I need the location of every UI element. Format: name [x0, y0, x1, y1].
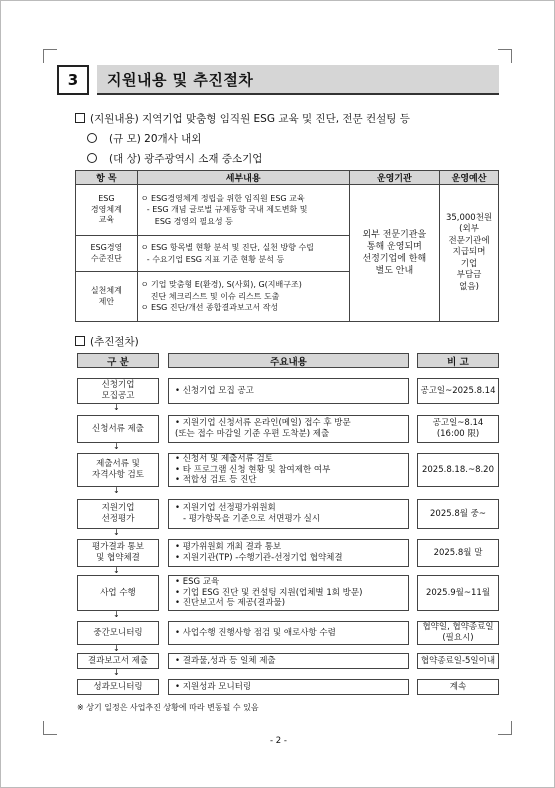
- procedure-step-name: 평가결과 통보 및 협약체결: [77, 539, 159, 567]
- procedure-step-note: 공고일~8.14 (16:00 限): [417, 415, 499, 443]
- table-cell-budget: 35,000천원 (외부 전문기관에 지급되며 기업 부담금 없음): [440, 185, 499, 322]
- procedure-step-note: 공고일~2025.8.14: [417, 378, 499, 404]
- support-table: [75, 170, 499, 322]
- down-arrow-icon: ↓: [113, 442, 120, 451]
- table-cell-details: ㅇ ESG 항목별 현황 분석 및 진단, 실천 방향 수립 - 수요기업 ESG 지표 기준 현황 분석 등: [137, 236, 349, 272]
- procedure-step-name: 성과모니터링: [77, 679, 159, 695]
- procedure-step-name: 지원기업 선정평가: [77, 499, 159, 529]
- procedure-step-name: 제출서류 및 자격사항 검토: [77, 453, 159, 487]
- footnote: ※ 상기 일정은 사업추진 상황에 따라 변동될 수 있음: [77, 703, 259, 712]
- target-line: (대 상) 광주광역시 소재 중소기업: [87, 151, 262, 166]
- table-header: 운영예산: [440, 171, 499, 185]
- procedure-step-note: 협약종료일-5일이내: [417, 653, 499, 669]
- circle-bullet-icon: [87, 153, 97, 163]
- procedure-step-content: • 사업수행 진행사항 점검 및 애로사항 수렴: [168, 621, 409, 645]
- support-heading: (지원내용) 지역기업 맞춤형 임직원 ESG 교육 및 진단, 전문 컨설팅 등: [75, 111, 410, 126]
- procedure-step-name: 중간모니터링: [77, 621, 159, 645]
- section-number: 3: [57, 65, 89, 95]
- procedure-step-content: • 신청서 및 제출서류 검토 • 타 프로그램 신청 현황 및 참여제한 여부 • 적합성 검토 등 진단: [168, 453, 409, 487]
- table-cell-category: ESG경영 수준진단: [76, 236, 138, 272]
- procedure-step-content: • 결과물,성과 등 일체 제출: [168, 653, 409, 669]
- procedure-step-note: 2025.8.18.~8.20: [417, 453, 499, 487]
- procedure-col-header: 구 분: [77, 353, 159, 368]
- table-cell-org: 외부 전문기관을 통해 운영되며 선정기업에 한해 별도 안내: [349, 185, 440, 322]
- down-arrow-icon: ↓: [113, 403, 120, 412]
- procedure-step-note: 2025.8월 말: [417, 539, 499, 567]
- crop-mark-bottom-left: [43, 721, 57, 735]
- procedure-step-note: 2025.9월~11월: [417, 575, 499, 611]
- scale-line: (규 모) 20개사 내외: [87, 131, 201, 146]
- procedure-step-name: 신청기업 모집공고: [77, 378, 159, 404]
- procedure-step-content: • 평가위원회 개최 결과 통보 • 지원기관(TP) -수행기관-선정기업 협약체결: [168, 539, 409, 567]
- circle-bullet-icon: [87, 133, 97, 143]
- down-arrow-icon: ↓: [113, 486, 120, 495]
- table-cell-category: ESG 경영체계 교육: [76, 185, 138, 236]
- section-title: 지원내용 및 추진절차: [97, 65, 499, 95]
- procedure-step-content: • 지원성과 모니터링: [168, 679, 409, 695]
- procedure-col-header: 주요내용: [168, 353, 409, 368]
- down-arrow-icon: ↓: [113, 610, 120, 619]
- down-arrow-icon: ↓: [113, 644, 120, 653]
- procedure-col-header: 비 고: [417, 353, 499, 368]
- table-header: 운영기관: [349, 171, 440, 185]
- square-bullet-icon: [75, 113, 85, 123]
- procedure-step-name: 신청서류 제출: [77, 415, 159, 443]
- procedure-step-content: • 지원기업 신청서류 온라인(메일) 접수 후 방문 (또는 접수 마감일 기준 우편 도착분) 제출: [168, 415, 409, 443]
- section-header: [57, 65, 499, 95]
- procedure-step-content: • 지원기업 선정평가위원회 - 평가항목을 기준으로 서면평가 실시: [168, 499, 409, 529]
- procedure-step-note: 2025.8월 중~: [417, 499, 499, 529]
- procedure-step-content: • ESG 교육 • 기업 ESG 진단 및 컨설팅 지원(업체별 1회 방문) • 진단보고서 등 제공(결과물): [168, 575, 409, 611]
- table-header: 세부내용: [137, 171, 349, 185]
- procedure-step-note: 협약일, 협약종료일 (필요시): [417, 621, 499, 645]
- procedure-step-note: 계속: [417, 679, 499, 695]
- crop-mark-top-right: [498, 49, 512, 63]
- down-arrow-icon: ↓: [113, 528, 120, 537]
- square-bullet-icon: [75, 336, 85, 346]
- procedure-step-name: 결과보고서 제출: [77, 653, 159, 669]
- table-cell-details: ㅇ ESG경영체계 정립을 위한 임직원 ESG 교육 - ESG 개념 글로벌 규제동향 국내 제도변화 및 ESG 경영의 필요성 등: [137, 185, 349, 236]
- down-arrow-icon: ↓: [113, 566, 120, 575]
- procedure-heading: (추진절차): [75, 334, 139, 349]
- table-cell-category: 실천체계 제안: [76, 272, 138, 322]
- down-arrow-icon: ↓: [113, 668, 120, 677]
- crop-mark-top-left: [43, 49, 57, 63]
- page-number: - 2 -: [270, 736, 287, 746]
- procedure-step-name: 사업 수행: [77, 575, 159, 611]
- crop-mark-bottom-right: [498, 721, 512, 735]
- table-cell-details: ㅇ 기업 맞춤형 E(환경), S(사회), G(지배구조) 진단 체크리스트 및 이슈 리스트 도출 ㅇ ESG 진단/개선 종합결과보고서 작성: [137, 272, 349, 322]
- procedure-step-content: • 신청기업 모집 공고: [168, 378, 409, 404]
- table-header: 항 목: [76, 171, 138, 185]
